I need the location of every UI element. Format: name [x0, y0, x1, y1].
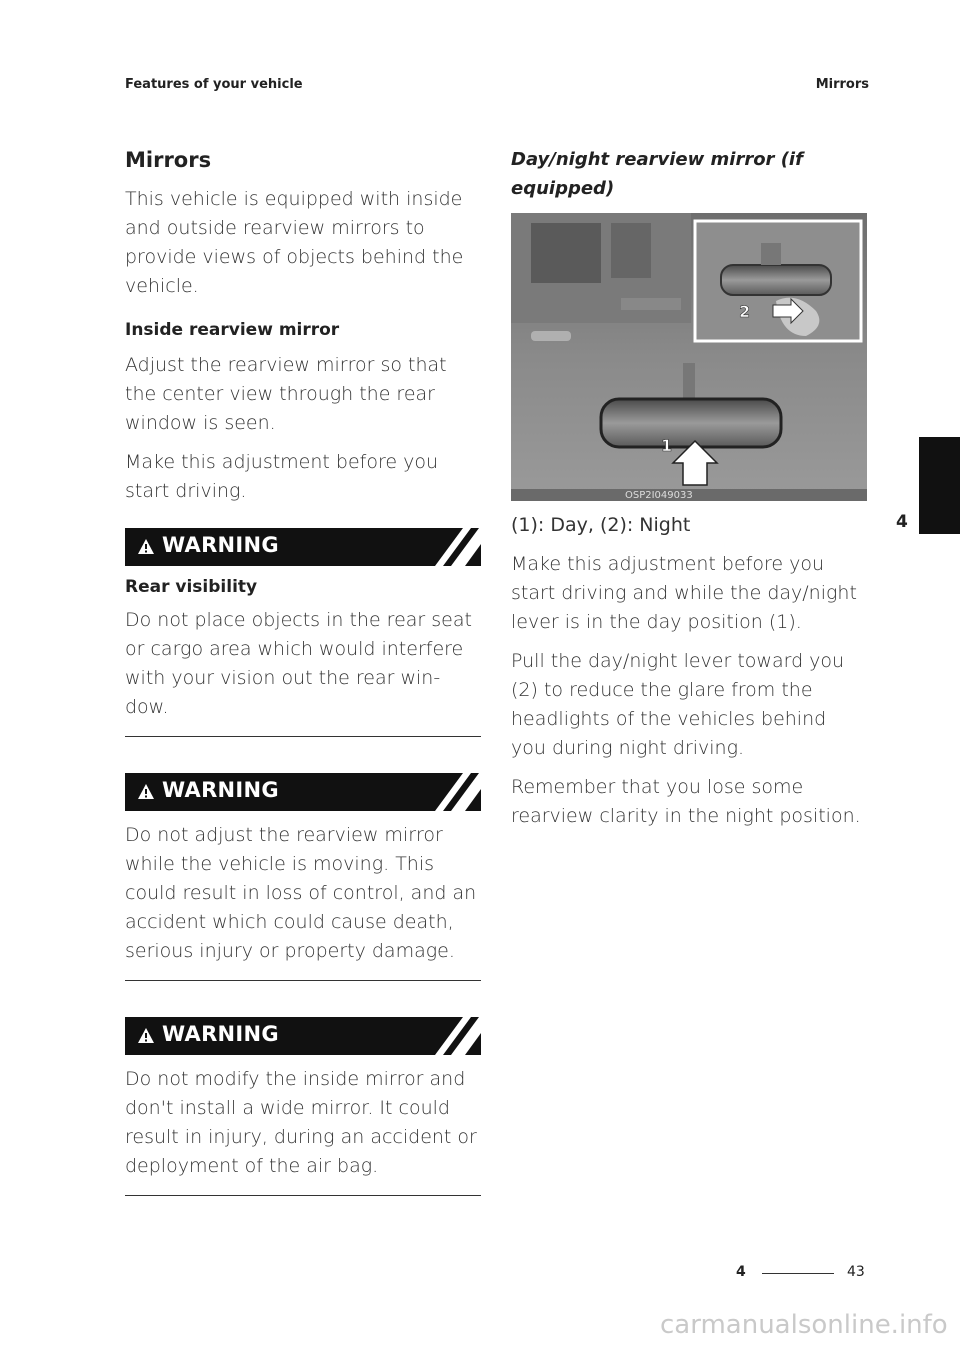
divider: [125, 1195, 481, 1196]
divider: [125, 980, 481, 981]
callout-1: 1: [661, 436, 673, 455]
stripes-decoration: [435, 773, 481, 811]
warning-text: Do not place objects in the rear seat or cargo area which would interfere with your vision out the rear win‑ dow.: [125, 609, 472, 718]
footer-chapter-number: 4: [736, 1264, 746, 1280]
figure-caption: (1): Day, (2): Night: [511, 514, 691, 536]
intro-paragraph: This vehicle is equipped with inside and outside rearview mirrors to provide views of objects behind the vehicle.: [125, 188, 464, 297]
right-column: [511, 145, 867, 841]
warning-banner: [125, 528, 481, 566]
warning-banner: [125, 1017, 481, 1055]
running-header-chapter: Features of your vehicle: [125, 77, 303, 92]
image-code: OSP2I049033: [625, 490, 693, 501]
chapter-tab-number: 4: [896, 512, 908, 532]
warning-icon: [137, 1027, 155, 1044]
divider: [125, 736, 481, 737]
watermark: carmanualsonline.info: [660, 1310, 948, 1340]
night-position-paragraph: Pull the day/night lever toward you (2) to reduce the glare from the headlights of the vehicles behind you during night driving.: [511, 650, 845, 759]
clarity-paragraph: Remember that you lose some rearview clarity in the night position.: [511, 776, 861, 827]
warning-banner: [125, 773, 481, 811]
warning-icon: [137, 538, 155, 555]
stripes-decoration: [435, 528, 481, 566]
page-number: 43: [847, 1264, 865, 1280]
footer-divider: [762, 1273, 834, 1274]
mirror-photo: [511, 213, 867, 501]
warning-label: WARNING: [162, 1022, 279, 1046]
stripes-decoration: [435, 1017, 481, 1055]
mirror-illustration: [511, 213, 867, 501]
warning-subtitle: Rear visibility: [125, 577, 258, 597]
section-heading-day-night: Day/night rearview mirror (if equipped): [511, 149, 803, 199]
adjust-paragraph: Adjust the rearview mirror so that the center view through the rear window is seen.: [125, 354, 447, 434]
left-column: [125, 145, 481, 1196]
warning-label: WARNING: [162, 533, 279, 557]
chapter-tab: [919, 437, 960, 534]
section-heading: Inside rearview mirror: [125, 320, 340, 340]
warning-text: Do not modify the inside mirror and don't install a wide mirror. It could result in injury, during an accident or deployment of the air bag.: [125, 1068, 477, 1177]
warning-icon: [137, 783, 155, 800]
before-driving-paragraph: Make this adjustment before you start driving.: [125, 451, 438, 502]
running-header-section: Mirrors: [815, 77, 869, 92]
warning-label: WARNING: [162, 778, 279, 802]
callout-2: 2: [739, 302, 751, 321]
page-title: Mirrors: [125, 148, 212, 172]
day-position-paragraph: Make this adjustment before you start driving and while the day/night lever is in the day position (1).: [511, 553, 857, 633]
warning-text: Do not adjust the rearview mirror while the vehicle is moving. This could result in loss of control, and an accident which could cause death, serious injury or property damage.: [125, 824, 477, 962]
